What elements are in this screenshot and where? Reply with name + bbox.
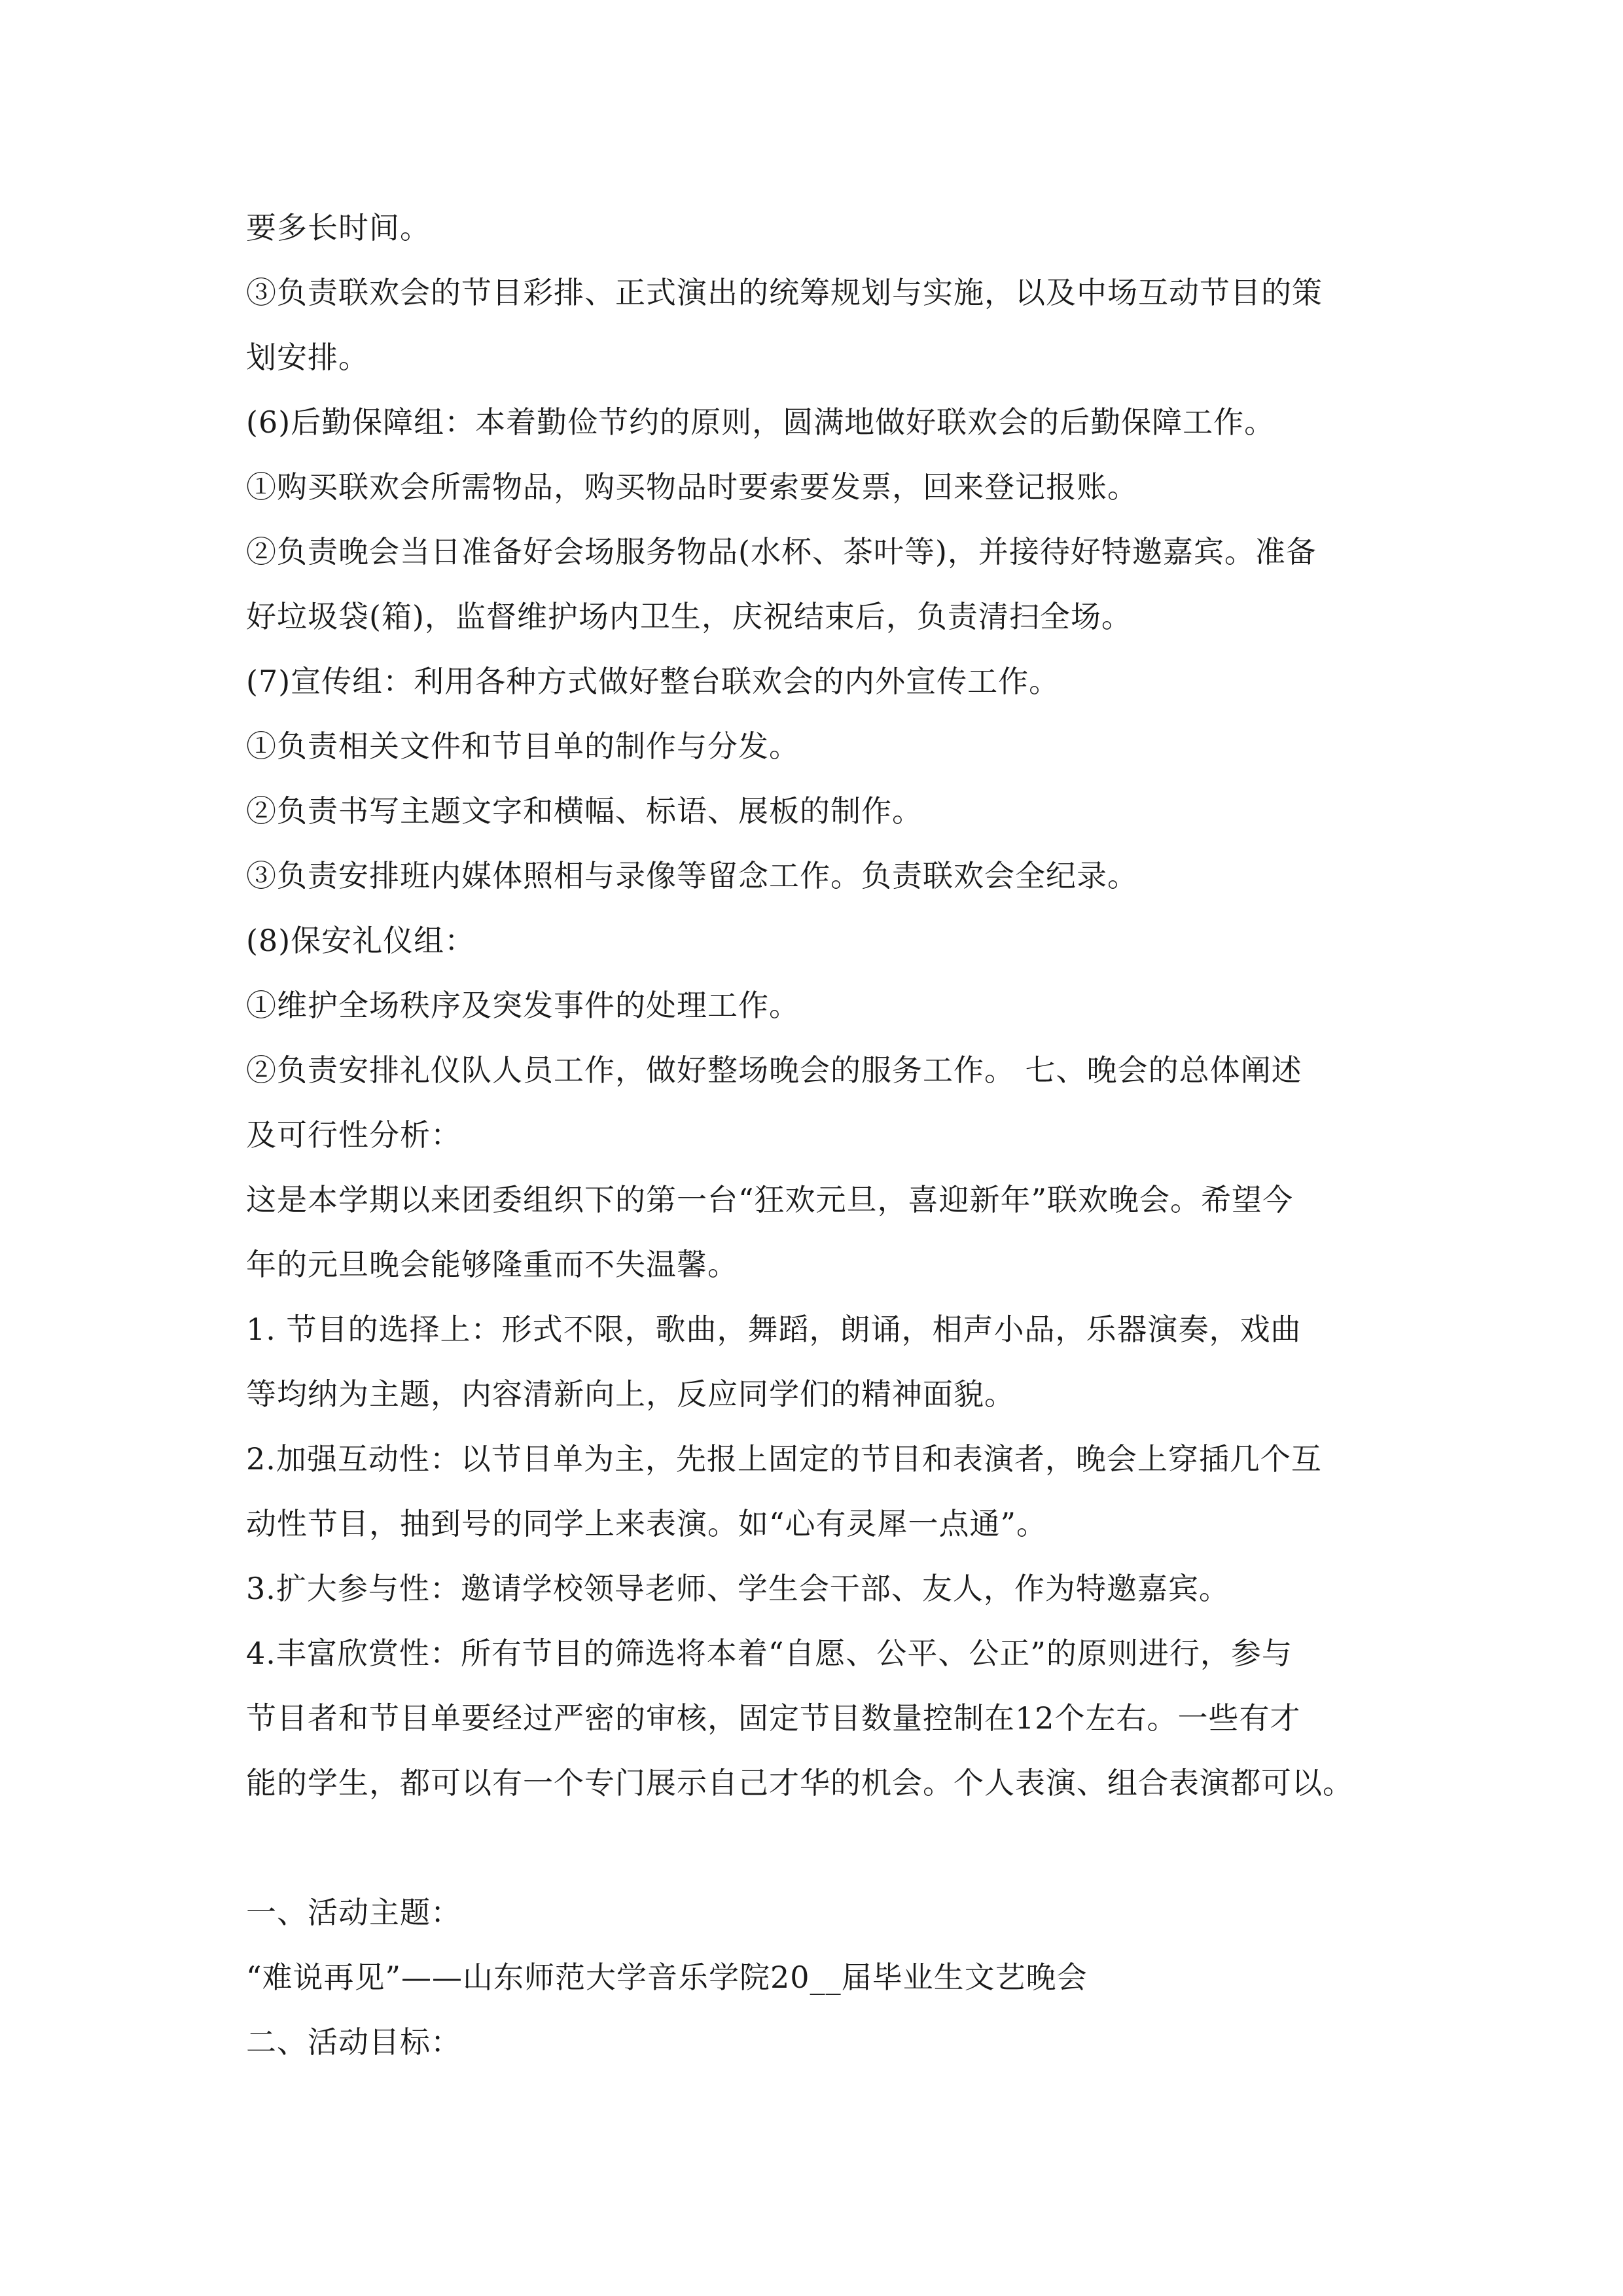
- text-line: 3.扩大参与性：邀请学校领导老师、学生会干部、友人，作为特邀嘉宾。: [246, 1571, 1230, 1606]
- text-line: 节目者和节目单要经过严密的审核，固定节目数量控制在12个左右。一些有才: [246, 1700, 1301, 1736]
- text-line: ①负责相关文件和节目单的制作与分发。: [246, 728, 800, 764]
- text-line: 好垃圾袋(箱)，监督维护场内卫生，庆祝结束后，负责清扫全场。: [246, 599, 1132, 634]
- text-line: 年的元旦晚会能够隆重而不失温馨。: [246, 1247, 738, 1282]
- text-line: 能的学生，都可以有一个专门展示自己才华的机会。个人表演、组合表演都可以。: [246, 1765, 1353, 1801]
- text-line: ①维护全场秩序及突发事件的处理工作。: [246, 988, 800, 1023]
- text-line: “难说再见”——山东师范大学音乐学院20__届毕业生文艺晚会: [246, 1960, 1088, 1995]
- text-line: 2.加强互动性：以节目单为主，先报上固定的节目和表演者，晚会上穿插几个互: [246, 1441, 1322, 1477]
- text-line: 这是本学期以来团委组织下的第一台“狂欢元旦，喜迎新年”联欢晚会。希望今: [246, 1182, 1294, 1217]
- text-line: ②负责安排礼仪队人员工作，做好整场晚会的服务工作。 七、晚会的总体阐述: [246, 1052, 1302, 1088]
- text-line: ③负责安排班内媒体照相与录像等留念工作。负责联欢会全纪录。: [246, 858, 1138, 893]
- text-line: (7)宣传组：利用各种方式做好整台联欢会的内外宣传工作。: [246, 664, 1060, 699]
- text-line: 等均纳为主题，内容清新向上，反应同学们的精神面貌。: [246, 1376, 1015, 1412]
- text-line: 及可行性分析：: [246, 1117, 461, 1153]
- text-line: 动性节目，抽到号的同学上来表演。如“心有灵犀一点通”。: [246, 1506, 1048, 1541]
- text-line: (6)后勤保障组：本着勤俭节约的原则，圆满地做好联欢会的后勤保障工作。: [246, 404, 1275, 440]
- text-line: 4.丰富欣赏性：所有节目的筛选将本着“自愿、公平、公正”的原则进行，参与: [246, 1636, 1293, 1671]
- text-line: ①购买联欢会所需物品，购买物品时要索要发票，回来登记报账。: [246, 469, 1138, 505]
- text-line: ②负责书写主题文字和横幅、标语、展板的制作。: [246, 793, 923, 829]
- text-line: ②负责晚会当日准备好会场服务物品(水杯、茶叶等)，并接待好特邀嘉宾。准备: [246, 534, 1317, 569]
- text-line: 划安排。: [246, 340, 369, 375]
- text-line: 要多长时间。: [246, 210, 431, 245]
- text-line: ③负责联欢会的节目彩排、正式演出的统筹规划与实施，以及中场互动节目的策: [246, 275, 1323, 310]
- section-heading: 二、活动目标：: [246, 2024, 461, 2060]
- section-heading: 一、活动主题：: [246, 1895, 461, 1930]
- text-line: 1. 节目的选择上：形式不限，歌曲，舞蹈，朗诵，相声小品，乐器演奏，戏曲: [246, 1312, 1302, 1347]
- text-line: (8)保安礼仪组：: [246, 923, 476, 958]
